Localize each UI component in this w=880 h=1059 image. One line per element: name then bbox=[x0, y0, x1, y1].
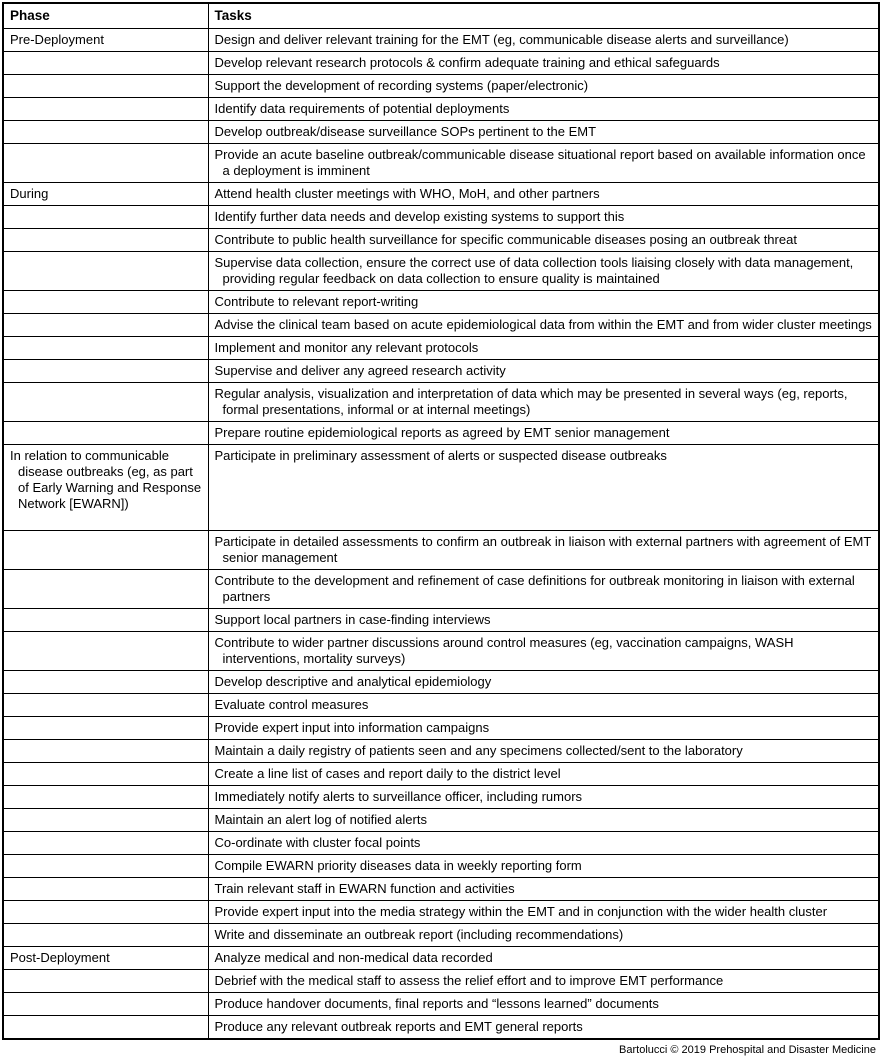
table-row bbox=[3, 252, 879, 291]
task-cell-text: Develop relevant research protocols & confirm adequate training and ethical safeguards bbox=[214, 55, 720, 70]
table-row bbox=[3, 947, 879, 970]
task-cell-text: Identify further data needs and develop existing systems to support this bbox=[214, 209, 625, 224]
task-cell-text: Contribute to wider partner discussions around control measures (eg, vaccination campaigns, WASH interventions, mortality surveys) bbox=[214, 635, 794, 666]
phase-cell bbox=[3, 229, 208, 252]
task-cell-text: Analyze medical and non-medical data recorded bbox=[214, 950, 493, 965]
task-cell-text: Design and deliver relevant training for the EMT (eg, communicable disease alerts and surveillance) bbox=[214, 32, 789, 47]
task-cell-text: Develop descriptive and analytical epidemiology bbox=[214, 674, 492, 689]
phase-cell bbox=[3, 75, 208, 98]
phase-cell bbox=[3, 717, 208, 740]
phase-cell bbox=[3, 763, 208, 786]
task-cell bbox=[208, 947, 879, 970]
task-cell bbox=[208, 314, 879, 337]
task-cell-text: Develop outbreak/disease surveillance SOPs pertinent to the EMT bbox=[214, 124, 597, 139]
table-row bbox=[3, 632, 879, 671]
task-cell-text: Provide expert input into the media strategy within the EMT and in conjunction with the wider health cluster bbox=[214, 904, 828, 919]
task-cell bbox=[208, 855, 879, 878]
task-cell-text: Provide an acute baseline outbreak/communicable disease situational report based on available information once a deployment is imminent bbox=[214, 147, 866, 178]
task-cell bbox=[208, 832, 879, 855]
task-cell-text: Supervise and deliver any agreed research activity bbox=[214, 363, 506, 378]
task-cell bbox=[208, 206, 879, 229]
phase-cell bbox=[3, 206, 208, 229]
task-cell-text: Participate in preliminary assessment of alerts or suspected disease outbreaks bbox=[214, 448, 667, 463]
phase-cell bbox=[3, 809, 208, 832]
task-cell-text: Immediately notify alerts to surveillance officer, including rumors bbox=[214, 789, 583, 804]
task-cell bbox=[208, 878, 879, 901]
task-cell bbox=[208, 75, 879, 98]
task-cell bbox=[208, 291, 879, 314]
table-row bbox=[3, 291, 879, 314]
task-cell bbox=[208, 1016, 879, 1040]
task-cell bbox=[208, 445, 879, 531]
task-cell bbox=[208, 809, 879, 832]
task-cell-text: Attend health cluster meetings with WHO, MoH, and other partners bbox=[214, 186, 600, 201]
task-cell-text: Regular analysis, visualization and interpretation of data which may be presented in several ways (eg, reports, formal presentations, informal or at internal meetings) bbox=[214, 386, 848, 417]
phase-cell bbox=[3, 291, 208, 314]
phase-cell-text: During bbox=[10, 186, 49, 201]
phase-cell bbox=[3, 947, 208, 970]
table-row bbox=[3, 763, 879, 786]
task-cell-text: Implement and monitor any relevant protocols bbox=[214, 340, 479, 355]
task-cell bbox=[208, 360, 879, 383]
phase-cell bbox=[3, 531, 208, 570]
table-row bbox=[3, 809, 879, 832]
table-row bbox=[3, 52, 879, 75]
phase-cell bbox=[3, 422, 208, 445]
phase-cell bbox=[3, 183, 208, 206]
phase-cell bbox=[3, 993, 208, 1016]
phase-cell bbox=[3, 252, 208, 291]
table-row bbox=[3, 855, 879, 878]
task-cell bbox=[208, 609, 879, 632]
phase-cell bbox=[3, 121, 208, 144]
task-cell bbox=[208, 29, 879, 52]
task-cell bbox=[208, 717, 879, 740]
table-row bbox=[3, 901, 879, 924]
task-cell-text: Produce any relevant outbreak reports and EMT general reports bbox=[214, 1019, 583, 1034]
table-row bbox=[3, 75, 879, 98]
table-row bbox=[3, 314, 879, 337]
task-cell-text: Train relevant staff in EWARN function and activities bbox=[214, 881, 515, 896]
task-cell-text: Support local partners in case-finding interviews bbox=[214, 612, 491, 627]
phase-cell-text: Pre-Deployment bbox=[10, 32, 104, 47]
phase-cell bbox=[3, 855, 208, 878]
phase-cell bbox=[3, 832, 208, 855]
table-row bbox=[3, 1016, 879, 1040]
task-cell-text: Evaluate control measures bbox=[214, 697, 369, 712]
task-cell bbox=[208, 570, 879, 609]
phase-cell-text: In relation to communicable disease outbreaks (eg, as part of Early Warning and Response Network [EWARN]) bbox=[10, 448, 202, 511]
phase-cell bbox=[3, 360, 208, 383]
phase-cell bbox=[3, 924, 208, 947]
task-cell-text: Identify data requirements of potential deployments bbox=[214, 101, 510, 116]
phase-cell bbox=[3, 694, 208, 717]
header-row bbox=[3, 3, 879, 29]
table-row bbox=[3, 337, 879, 360]
task-cell bbox=[208, 970, 879, 993]
table-row bbox=[3, 206, 879, 229]
phase-cell bbox=[3, 445, 208, 531]
phase-cell bbox=[3, 632, 208, 671]
table-row bbox=[3, 609, 879, 632]
table-row bbox=[3, 717, 879, 740]
table-row bbox=[3, 383, 879, 422]
phase-cell bbox=[3, 609, 208, 632]
task-cell-text: Support the development of recording systems (paper/electronic) bbox=[214, 78, 589, 93]
table-row bbox=[3, 229, 879, 252]
table-row bbox=[3, 360, 879, 383]
task-cell bbox=[208, 229, 879, 252]
task-cell bbox=[208, 52, 879, 75]
task-cell bbox=[208, 337, 879, 360]
phase-cell bbox=[3, 29, 208, 52]
phase-cell bbox=[3, 98, 208, 121]
task-cell bbox=[208, 993, 879, 1016]
task-cell-text: Contribute to relevant report-writing bbox=[214, 294, 419, 309]
task-cell bbox=[208, 632, 879, 671]
phase-cell bbox=[3, 878, 208, 901]
phase-cell bbox=[3, 570, 208, 609]
table-row bbox=[3, 531, 879, 570]
task-cell-text: Contribute to public health surveillance for specific communicable diseases posing an outbreak threat bbox=[214, 232, 797, 247]
table-row bbox=[3, 993, 879, 1016]
phase-cell bbox=[3, 671, 208, 694]
task-cell-text: Write and disseminate an outbreak report (including recommendations) bbox=[214, 927, 624, 942]
task-cell-text: Debrief with the medical staff to assess the relief effort and to improve EMT performance bbox=[214, 973, 724, 988]
table-row bbox=[3, 570, 879, 609]
task-cell-text: Produce handover documents, final reports and “lessons learned” documents bbox=[214, 996, 659, 1011]
table-row bbox=[3, 445, 879, 531]
task-cell-text: Prepare routine epidemiological reports as agreed by EMT senior management bbox=[214, 425, 670, 440]
phase-cell bbox=[3, 970, 208, 993]
table-row bbox=[3, 924, 879, 947]
phase-cell bbox=[3, 144, 208, 183]
task-cell bbox=[208, 694, 879, 717]
task-cell-text: Participate in detailed assessments to confirm an outbreak in liaison with external partners with agreement of EMT senior management bbox=[214, 534, 872, 565]
task-cell-text: Maintain an alert log of notified alerts bbox=[214, 812, 427, 827]
table-row bbox=[3, 29, 879, 52]
task-cell bbox=[208, 183, 879, 206]
task-cell bbox=[208, 763, 879, 786]
task-cell bbox=[208, 671, 879, 694]
table-row bbox=[3, 144, 879, 183]
task-cell bbox=[208, 901, 879, 924]
task-cell bbox=[208, 786, 879, 809]
phase-cell bbox=[3, 1016, 208, 1040]
table-row bbox=[3, 671, 879, 694]
task-cell-text: Supervise data collection, ensure the correct use of data collection tools liaising closely with data management, providing regular feedback on data collection to ensure quality is maintained bbox=[214, 255, 854, 286]
task-cell-text: Provide expert input into information campaigns bbox=[214, 720, 490, 735]
tasks-column-header: Tasks bbox=[208, 3, 879, 29]
phase-cell bbox=[3, 52, 208, 75]
table-row bbox=[3, 878, 879, 901]
phase-cell bbox=[3, 740, 208, 763]
phase-cell bbox=[3, 383, 208, 422]
task-cell-text: Maintain a daily registry of patients seen and any specimens collected/sent to the laboratory bbox=[214, 743, 743, 758]
task-cell bbox=[208, 924, 879, 947]
phase-tasks-table bbox=[2, 2, 880, 1040]
task-cell bbox=[208, 383, 879, 422]
table-row bbox=[3, 694, 879, 717]
task-cell bbox=[208, 422, 879, 445]
task-cell-text: Contribute to the development and refinement of case definitions for outbreak monitoring in liaison with external partners bbox=[214, 573, 855, 604]
phase-cell-text: Post-Deployment bbox=[10, 950, 110, 965]
table-row bbox=[3, 740, 879, 763]
table-row bbox=[3, 832, 879, 855]
phase-cell bbox=[3, 314, 208, 337]
table-row bbox=[3, 970, 879, 993]
task-cell-text: Advise the clinical team based on acute epidemiological data from within the EMT and from wider cluster meetings bbox=[214, 317, 872, 332]
task-cell bbox=[208, 531, 879, 570]
source-credit: Bartolucci © 2019 Prehospital and Disaster Medicine bbox=[619, 1044, 876, 1056]
table-body bbox=[3, 29, 879, 1040]
task-cell-text: Compile EWARN priority diseases data in weekly reporting form bbox=[214, 858, 582, 873]
task-cell bbox=[208, 144, 879, 183]
task-cell bbox=[208, 252, 879, 291]
task-cell bbox=[208, 98, 879, 121]
task-cell bbox=[208, 740, 879, 763]
task-cell-text: Create a line list of cases and report daily to the district level bbox=[214, 766, 561, 781]
phase-cell bbox=[3, 786, 208, 809]
table-row bbox=[3, 121, 879, 144]
table-row bbox=[3, 786, 879, 809]
table-row bbox=[3, 422, 879, 445]
task-cell bbox=[208, 121, 879, 144]
phase-column-header: Phase bbox=[3, 3, 208, 29]
table-row bbox=[3, 183, 879, 206]
phase-cell bbox=[3, 901, 208, 924]
task-cell-text: Co-ordinate with cluster focal points bbox=[214, 835, 421, 850]
phase-cell bbox=[3, 337, 208, 360]
table-row bbox=[3, 98, 879, 121]
